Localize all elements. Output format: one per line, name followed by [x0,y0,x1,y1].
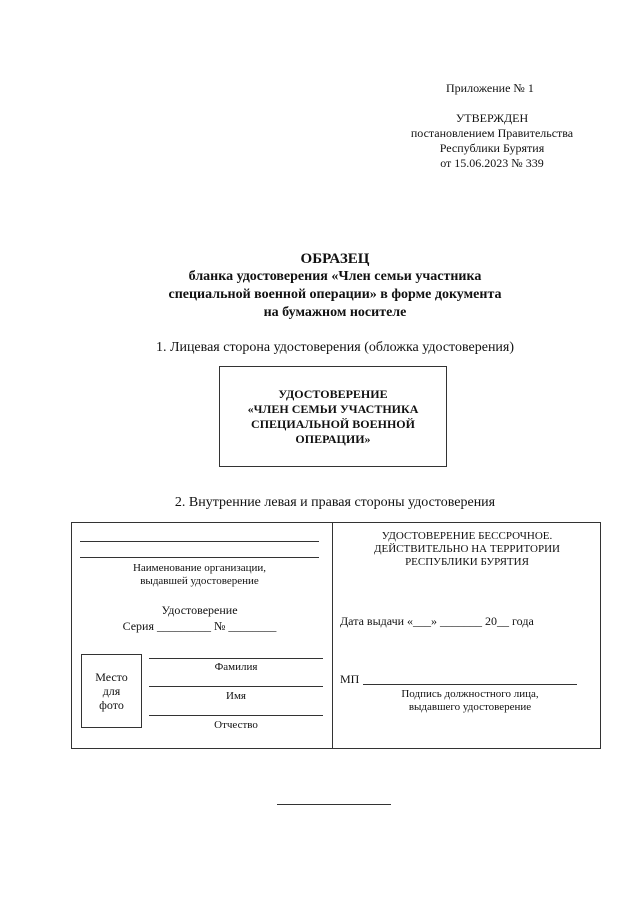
approved-label: УТВЕРЖДЕН [455,111,529,125]
cover-line-4: ОПЕРАЦИИ» [295,431,371,446]
title-line-3: специальной военной операции» в форме документа [168,287,502,302]
cover-line-3: СПЕЦИАЛЬНОЙ ВОЕННОЙ [251,416,415,431]
issue-date-line: Дата выдачи «___» _______ 20__ года [340,614,534,628]
signature-label-line-2: выдавшего удостоверение [408,701,532,713]
validity-line-2: ДЕЙСТВИТЕЛЬНО НА ТЕРРИТОРИИ [374,543,560,555]
photo-label-3: фото [99,698,124,712]
cert-label: Удостоверение [161,603,238,617]
name-label: Имя [226,690,246,702]
section-2-heading: 2. Внутренние левая и правая стороны удостоверения [174,495,496,510]
approval-block [392,111,592,171]
org-line-1 [80,541,319,542]
approval-date: от 15.06.2023 № 339 [440,156,544,170]
patronymic-label: Отчество [214,719,258,731]
republic-name: Республики Бурятия [439,141,545,155]
signature-line [363,684,577,685]
org-label-line-1: Наименование организации, [132,562,267,574]
signature-label-line-1: Подпись должностного лица, [401,688,539,700]
title-line-4: на бумажном носителе [263,305,407,320]
patronymic-line [149,715,323,716]
photo-label-2: для [102,684,121,698]
validity-line-3: РЕСПУБЛИКИ БУРЯТИЯ [405,556,529,568]
name-line [149,686,323,687]
surname-label: Фамилия [214,661,258,673]
bottom-separator [277,804,391,805]
org-label [80,562,319,588]
section-1-heading: 1. Лицевая сторона удостоверения (обложка удостоверения) [155,340,515,355]
cover-line-2: «ЧЛЕН СЕМЬИ УЧАСТНИКА [247,401,419,416]
seal-label: МП [340,672,360,686]
document-title [70,250,600,322]
photo-label-1: Место [95,670,128,684]
approved-by: постановлением Правительства [410,126,574,140]
cover-line-1: УДОСТОВЕРЕНИЕ [278,386,388,401]
org-label-line-2: выдавшей удостоверение [140,575,259,587]
form-divider [332,522,333,749]
title-line-2: бланка удостоверения «Член семьи участника [188,269,482,284]
validity-note [334,530,600,569]
surname-line-top [149,658,323,659]
series-number-line: Серия _________ № ________ [122,619,277,633]
title-line-1: ОБРАЗЕЦ [300,251,370,267]
signature-label [363,688,577,714]
photo-placeholder [81,654,142,728]
validity-line-1: УДОСТОВЕРЕНИЕ БЕССРОЧНОЕ. [381,530,553,542]
org-line-2 [80,557,319,558]
cover-box [219,366,447,467]
appendix-label: Приложение № 1 [446,81,534,95]
